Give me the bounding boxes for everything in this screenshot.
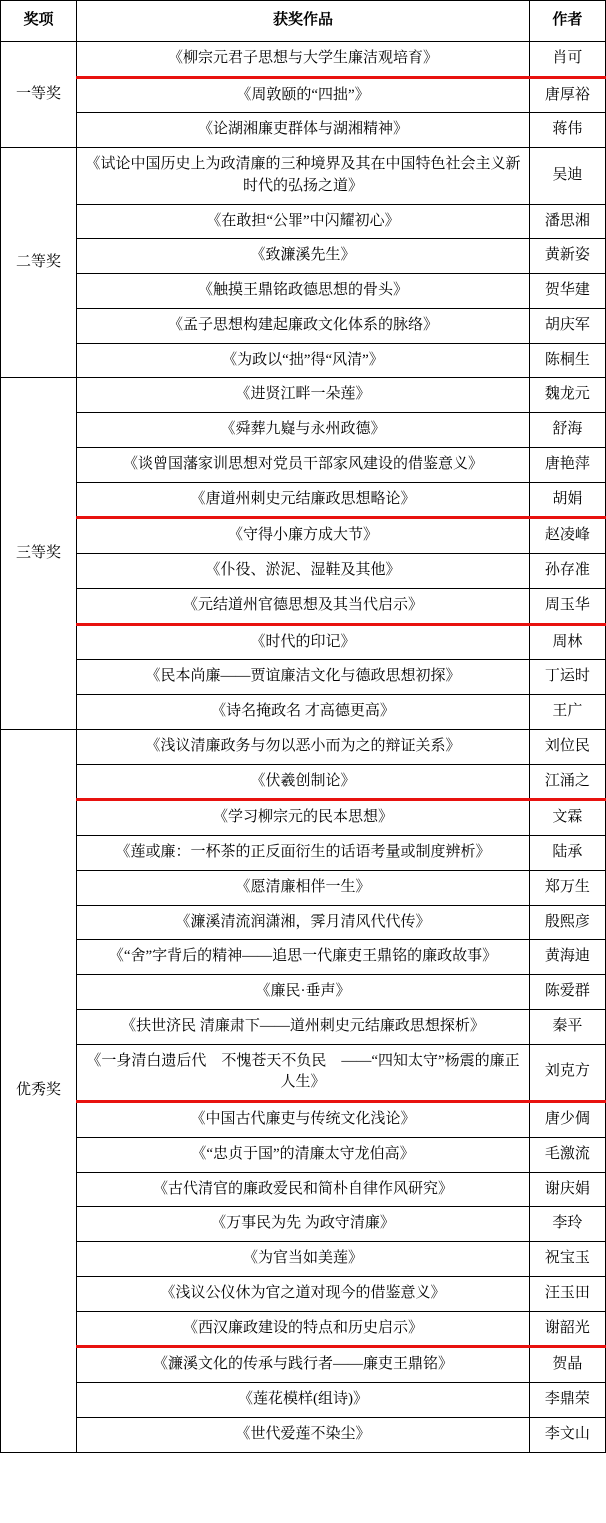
table-row bbox=[1, 204, 606, 239]
table-row bbox=[1, 1383, 606, 1418]
author-cell: 李鼎荣 bbox=[529, 1383, 605, 1418]
work-title-cell: 《扶世济民 清廉肃下——道州刺史元结廉政思想探析》 bbox=[77, 1009, 530, 1044]
work-title-cell: 《濂溪清流润潇湘，霁月清风代代传》 bbox=[77, 905, 530, 940]
table-row bbox=[1, 378, 606, 413]
author-cell: 吴迪 bbox=[529, 148, 605, 205]
work-title-cell: 《濂溪文化的传承与践行者——廉吏王鼎铭》 bbox=[77, 1347, 530, 1383]
author-cell: 郑万生 bbox=[529, 870, 605, 905]
author-cell: 刘克方 bbox=[529, 1044, 605, 1102]
author-cell: 谢韶光 bbox=[529, 1311, 605, 1347]
table-row bbox=[1, 1172, 606, 1207]
column-header-award: 奖项 bbox=[1, 1, 77, 42]
author-cell: 丁运时 bbox=[529, 660, 605, 695]
table-row bbox=[1, 905, 606, 940]
table-row bbox=[1, 800, 606, 836]
author-cell: 唐少倜 bbox=[529, 1102, 605, 1138]
author-cell: 肖可 bbox=[529, 41, 605, 77]
table-row bbox=[1, 41, 606, 77]
column-header-author: 作者 bbox=[529, 1, 605, 42]
table-row bbox=[1, 1137, 606, 1172]
work-title-cell: 《试论中国历史上为政清廉的三种境界及其在中国特色社会主义新时代的弘扬之道》 bbox=[77, 148, 530, 205]
award-category-cell: 二等奖 bbox=[1, 148, 77, 378]
author-cell: 周玉华 bbox=[529, 588, 605, 624]
work-title-cell: 《仆役、淤泥、湿鞋及其他》 bbox=[77, 554, 530, 589]
work-title-cell: 《西汉廉政建设的特点和历史启示》 bbox=[77, 1311, 530, 1347]
work-title-cell: 《唐道州刺史元结廉政思想略论》 bbox=[77, 482, 530, 518]
work-title-cell: 《孟子思想构建起廉政文化体系的脉络》 bbox=[77, 308, 530, 343]
table-row bbox=[1, 518, 606, 554]
author-cell: 祝宝玉 bbox=[529, 1242, 605, 1277]
award-category-cell: 三等奖 bbox=[1, 378, 77, 730]
table-row bbox=[1, 836, 606, 871]
author-cell: 刘位民 bbox=[529, 729, 605, 764]
table-header-row bbox=[1, 1, 606, 42]
table-row bbox=[1, 764, 606, 800]
table-body bbox=[1, 41, 606, 1452]
table-row bbox=[1, 1347, 606, 1383]
table-row bbox=[1, 343, 606, 378]
author-cell: 文霖 bbox=[529, 800, 605, 836]
work-title-cell: 《论湖湘廉吏群体与湖湘精神》 bbox=[77, 113, 530, 148]
author-cell: 秦平 bbox=[529, 1009, 605, 1044]
table-row bbox=[1, 148, 606, 205]
author-cell: 毛激流 bbox=[529, 1137, 605, 1172]
work-title-cell: 《浅议清廉政务与勿以恶小而为之的辩证关系》 bbox=[77, 729, 530, 764]
work-title-cell: 《莲花模样(组诗)》 bbox=[77, 1383, 530, 1418]
author-cell: 陈爱群 bbox=[529, 975, 605, 1010]
author-cell: 黄海迪 bbox=[529, 940, 605, 975]
table-row bbox=[1, 447, 606, 482]
author-cell: 李玲 bbox=[529, 1207, 605, 1242]
author-cell: 孙存准 bbox=[529, 554, 605, 589]
author-cell: 赵凌峰 bbox=[529, 518, 605, 554]
table-row bbox=[1, 1207, 606, 1242]
work-title-cell: 《守得小廉方成大节》 bbox=[77, 518, 530, 554]
work-title-cell: 《致濂溪先生》 bbox=[77, 239, 530, 274]
author-cell: 潘思湘 bbox=[529, 204, 605, 239]
table-row bbox=[1, 870, 606, 905]
table-row bbox=[1, 113, 606, 148]
table-row bbox=[1, 1102, 606, 1138]
table-row bbox=[1, 1276, 606, 1311]
author-cell: 舒海 bbox=[529, 413, 605, 448]
work-title-cell: 《柳宗元君子思想与大学生廉洁观培育》 bbox=[77, 41, 530, 77]
work-title-cell: 《为官当如美莲》 bbox=[77, 1242, 530, 1277]
author-cell: 周林 bbox=[529, 624, 605, 660]
work-title-cell: 《愿清廉相伴一生》 bbox=[77, 870, 530, 905]
table-row bbox=[1, 308, 606, 343]
table-row bbox=[1, 940, 606, 975]
author-cell: 魏龙元 bbox=[529, 378, 605, 413]
author-cell: 汪玉田 bbox=[529, 1276, 605, 1311]
author-cell: 谢庆娟 bbox=[529, 1172, 605, 1207]
table-row bbox=[1, 1311, 606, 1347]
author-cell: 江涌之 bbox=[529, 764, 605, 800]
work-title-cell: 《进贤江畔一朵莲》 bbox=[77, 378, 530, 413]
author-cell: 贺晶 bbox=[529, 1347, 605, 1383]
table-row bbox=[1, 588, 606, 624]
table-row bbox=[1, 1417, 606, 1452]
author-cell: 王广 bbox=[529, 695, 605, 730]
work-title-cell: 《古代清官的廉政爱民和简朴自律作风研究》 bbox=[77, 1172, 530, 1207]
table-row bbox=[1, 975, 606, 1010]
work-title-cell: 《时代的印记》 bbox=[77, 624, 530, 660]
table-row bbox=[1, 413, 606, 448]
author-cell: 蒋伟 bbox=[529, 113, 605, 148]
table-header bbox=[1, 1, 606, 42]
table-row bbox=[1, 554, 606, 589]
author-cell: 胡娟 bbox=[529, 482, 605, 518]
table-row bbox=[1, 274, 606, 309]
table-row bbox=[1, 695, 606, 730]
award-category-cell: 优秀奖 bbox=[1, 729, 77, 1452]
work-title-cell: 《中国古代廉吏与传统文化浅论》 bbox=[77, 1102, 530, 1138]
work-title-cell: 《伏羲创制论》 bbox=[77, 764, 530, 800]
work-title-cell: 《廉民·垂声》 bbox=[77, 975, 530, 1010]
author-cell: 唐艳萍 bbox=[529, 447, 605, 482]
table-row bbox=[1, 482, 606, 518]
award-category-cell: 一等奖 bbox=[1, 41, 77, 147]
work-title-cell: 《万事民为先 为政守清廉》 bbox=[77, 1207, 530, 1242]
author-cell: 贺华建 bbox=[529, 274, 605, 309]
work-title-cell: 《民本尚廉——贾谊廉洁文化与德政思想初探》 bbox=[77, 660, 530, 695]
work-title-cell: 《学习柳宗元的民本思想》 bbox=[77, 800, 530, 836]
table-row bbox=[1, 1242, 606, 1277]
work-title-cell: 《元结道州官德思想及其当代启示》 bbox=[77, 588, 530, 624]
table-row bbox=[1, 1044, 606, 1102]
work-title-cell: 《“舍”字背后的精神——追思一代廉吏王鼎铭的廉政故事》 bbox=[77, 940, 530, 975]
author-cell: 李文山 bbox=[529, 1417, 605, 1452]
work-title-cell: 《一身清白遗后代 不愧苍天不负民 ——“四知太守”杨震的廉正人生》 bbox=[77, 1044, 530, 1102]
author-cell: 陈桐生 bbox=[529, 343, 605, 378]
work-title-cell: 《周敦颐的“四拙”》 bbox=[77, 77, 530, 113]
work-title-cell: 《在敢担“公罪”中闪耀初心》 bbox=[77, 204, 530, 239]
work-title-cell: 《为政以“拙”得“风清”》 bbox=[77, 343, 530, 378]
author-cell: 唐厚裕 bbox=[529, 77, 605, 113]
work-title-cell: 《世代爱莲不染尘》 bbox=[77, 1417, 530, 1452]
table-row bbox=[1, 1009, 606, 1044]
author-cell: 殷熙彦 bbox=[529, 905, 605, 940]
column-header-work: 获奖作品 bbox=[77, 1, 530, 42]
table-row bbox=[1, 624, 606, 660]
work-title-cell: 《触摸王鼎铭政德思想的骨头》 bbox=[77, 274, 530, 309]
author-cell: 陆承 bbox=[529, 836, 605, 871]
table-row bbox=[1, 729, 606, 764]
table-row bbox=[1, 660, 606, 695]
work-title-cell: 《“忠贞于国”的清廉太守龙伯高》 bbox=[77, 1137, 530, 1172]
work-title-cell: 《谈曾国藩家训思想对党员干部家风建设的借鉴意义》 bbox=[77, 447, 530, 482]
author-cell: 黄新姿 bbox=[529, 239, 605, 274]
work-title-cell: 《舜葬九嶷与永州政德》 bbox=[77, 413, 530, 448]
work-title-cell: 《浅议公仪休为官之道对现今的借鉴意义》 bbox=[77, 1276, 530, 1311]
table-row bbox=[1, 77, 606, 113]
work-title-cell: 《诗名掩政名 才高德更高》 bbox=[77, 695, 530, 730]
work-title-cell: 《莲或廉：一杯茶的正反面衍生的话语考量或制度辨析》 bbox=[77, 836, 530, 871]
author-cell: 胡庆军 bbox=[529, 308, 605, 343]
table-row bbox=[1, 239, 606, 274]
